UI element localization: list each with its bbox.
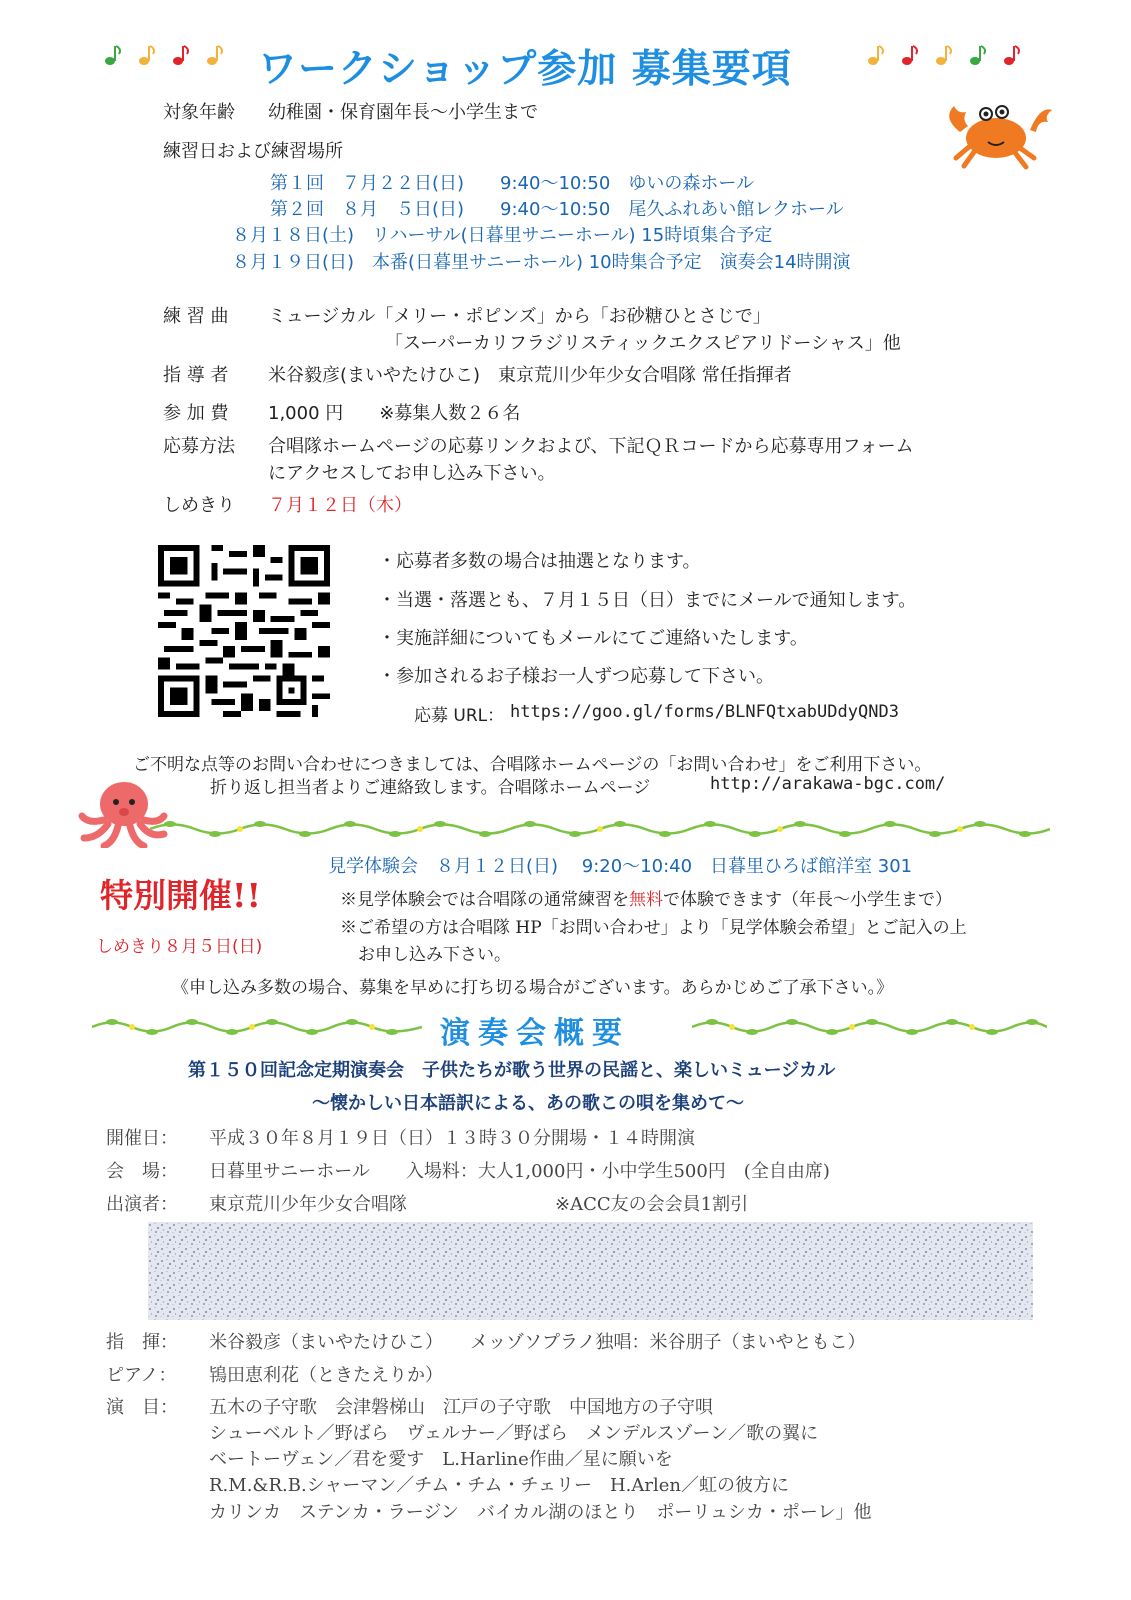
contact-line-1: ご不明な点等のお問い合わせにつきましては、合唱隊ホームページの「お問い合わせ」をご利用下さい。 [133, 755, 932, 775]
bullet-4: ・参加されるお子様お一人ずつ応募して下さい。 [378, 666, 774, 687]
bullet-2: ・当選・落選とも、７月１５日（日）までにメールで通知します。 [378, 590, 917, 611]
trial-session-line: 見学体験会 ８月１２日(日) 9:20～10:40 日暮里ひろば館洋室 301 [328, 856, 913, 877]
music-notes-left [103, 44, 225, 66]
practice-label: 練習日および練習場所 [163, 141, 343, 162]
music-note-icon [103, 44, 123, 66]
instructor-value: 米谷毅彦(まいやたけひこ) 東京荒川少年少女合唱隊 常任指揮者 [268, 365, 792, 386]
program-line: 五木の子守歌 会津磐梯山 江戸の子守歌 中国地方の子守唄 [209, 1397, 713, 1418]
trial-note-1 [340, 885, 952, 910]
song-label: 練 習 曲 [163, 306, 229, 327]
music-note-icon [171, 44, 191, 66]
music-note-icon [1002, 44, 1022, 66]
music-note-icon [866, 44, 886, 66]
special-deadline: しめきり８月５日(日) [96, 937, 263, 957]
music-note-icon [205, 44, 225, 66]
target-age-label: 対象年齢 [163, 102, 235, 123]
performer-label: 出演者： [106, 1194, 178, 1215]
page-title: ワークショップ参加 募集要項 [258, 47, 792, 92]
music-note-icon [968, 44, 988, 66]
rehearsal-1: ８月１８日(土) リハーサル(日暮里サニーホール) 15時頃集合予定 [232, 225, 773, 246]
concert-subtitle-2: ～懐かしい日本語訳による、あの歌この唄を集めて～ [312, 1093, 744, 1114]
apply-label: 応募方法 [163, 436, 235, 457]
date-label: 開催日： [106, 1128, 178, 1149]
venue-label: 会 場： [106, 1161, 178, 1182]
trial-note-1-b: で体験できます（年長～小学生まで） [663, 890, 952, 910]
conductor-value: 米谷毅彦（まいやたけひこ） メッゾソプラノ独唱：米谷朋子（まいやともこ） [209, 1332, 866, 1353]
apply-line-2: にアクセスしてお申し込み下さい。 [268, 463, 556, 484]
vine-divider-left [92, 1016, 422, 1038]
vine-divider-right [692, 1016, 1047, 1038]
program-line: R.M.&R.B.シャーマン／チム・チム・チェリー H.Arlen／虹の彼方に [209, 1475, 789, 1496]
music-note-icon [137, 44, 157, 66]
conductor-label: 指 揮： [106, 1332, 178, 1353]
contact-line-2: 折り返し担当者よりご連絡致します。合唱隊ホームページ [210, 778, 651, 798]
bullet-1: ・応募者多数の場合は抽選となります。 [378, 551, 701, 572]
piano-value: 鴇田恵利花（ときたえりか） [209, 1365, 443, 1386]
special-event-title: 特別開催!! [100, 876, 261, 915]
crab-icon [940, 88, 1055, 170]
venue-value: 日暮里サニーホール 入場料：大人1,000円・小中学生500円 (全自由席) [209, 1161, 830, 1182]
song-line-2: 「スーパーカリフラジリスティックエクスピアリドーシャス」他 [385, 333, 901, 354]
trial-note-2-line-1: ※ご希望の方は合唱隊 HP「お問い合わせ」より「見学体験会希望」とご記入の上 [340, 918, 967, 938]
rehearsal-2: ８月１９日(日) 本番(日暮里サニーホール) 10時集合予定 演奏会14時開演 [232, 252, 851, 273]
performer-value: 東京荒川少年少女合唱隊 [209, 1194, 407, 1215]
session-1: 第１回 ７月２２日(日) 9:40～10:50 ゆいの森ホール [270, 173, 754, 194]
performer-note: ※ACC友の会会員1割引 [555, 1194, 749, 1215]
program-line: ベートーヴェン／君を愛す L.Harline作曲／星に願いを [209, 1449, 673, 1470]
program-line: カリンカ ステンカ・ラージン バイカル湖のほとり ポーリュシカ・ポーレ」他 [209, 1502, 872, 1523]
song-line-1: ミュージカル「メリー・ポピンズ」から「お砂糖ひとさじで」 [268, 306, 771, 327]
vine-divider [150, 818, 1050, 840]
free-highlight: 無料 [629, 890, 663, 910]
instructor-label: 指 導 者 [163, 365, 229, 386]
date-value: 平成３０年８月１９日（日）１３時３０分開場・１４時開演 [209, 1128, 695, 1149]
caution-note: 《申し込み多数の場合、募集を早めに打ち切る場合がございます。あらかじめご了承下さい。》 [172, 978, 894, 998]
concert-heading: 演奏会概要 [440, 1016, 630, 1051]
blurred-region [148, 1222, 1033, 1320]
deadline-label: しめきり [163, 495, 235, 516]
program-label: 演 目： [106, 1397, 178, 1418]
fee-value: 1,000 円 ※募集人数２６名 [268, 403, 521, 424]
music-note-icon [900, 44, 920, 66]
program-line: シューベルト／野ばら ヴェルナー／野ばら メンデルスゾーン／歌の翼に [209, 1423, 819, 1444]
application-url-link[interactable]: https://goo.gl/forms/BLNFQtxabUDdyQND3 [510, 702, 899, 722]
homepage-link[interactable]: http://arakawa-bgc.com/ [710, 774, 946, 794]
piano-label: ピアノ： [106, 1365, 177, 1386]
bullet-3: ・実施詳細についてもメールにてご連絡いたします。 [378, 628, 808, 649]
deadline-value: ７月１２日（木） [268, 495, 412, 516]
fee-label: 参 加 費 [163, 403, 229, 424]
session-2: 第２回 ８月 ５日(日) 9:40～10:50 尾久ふれあい館レクホール [270, 199, 844, 220]
music-notes-right [866, 44, 1022, 66]
qr-code[interactable] [158, 545, 330, 717]
trial-note-2-line-2: お申し込み下さい。 [358, 945, 511, 965]
apply-line-1: 合唱隊ホームページの応募リンクおよび、下記ＱＲコードから応募専用フォーム [268, 436, 914, 457]
url-label: 応募 URL： [414, 706, 505, 726]
target-age-value: 幼稚園・保育園年長～小学生まで [268, 102, 538, 123]
trial-note-1-a: ※見学体験会では合唱隊の通常練習を [340, 890, 629, 910]
concert-subtitle-1: 第１５０回記念定期演奏会 子供たちが歌う世界の民謡と、楽しいミュージカル [188, 1060, 836, 1081]
music-note-icon [934, 44, 954, 66]
